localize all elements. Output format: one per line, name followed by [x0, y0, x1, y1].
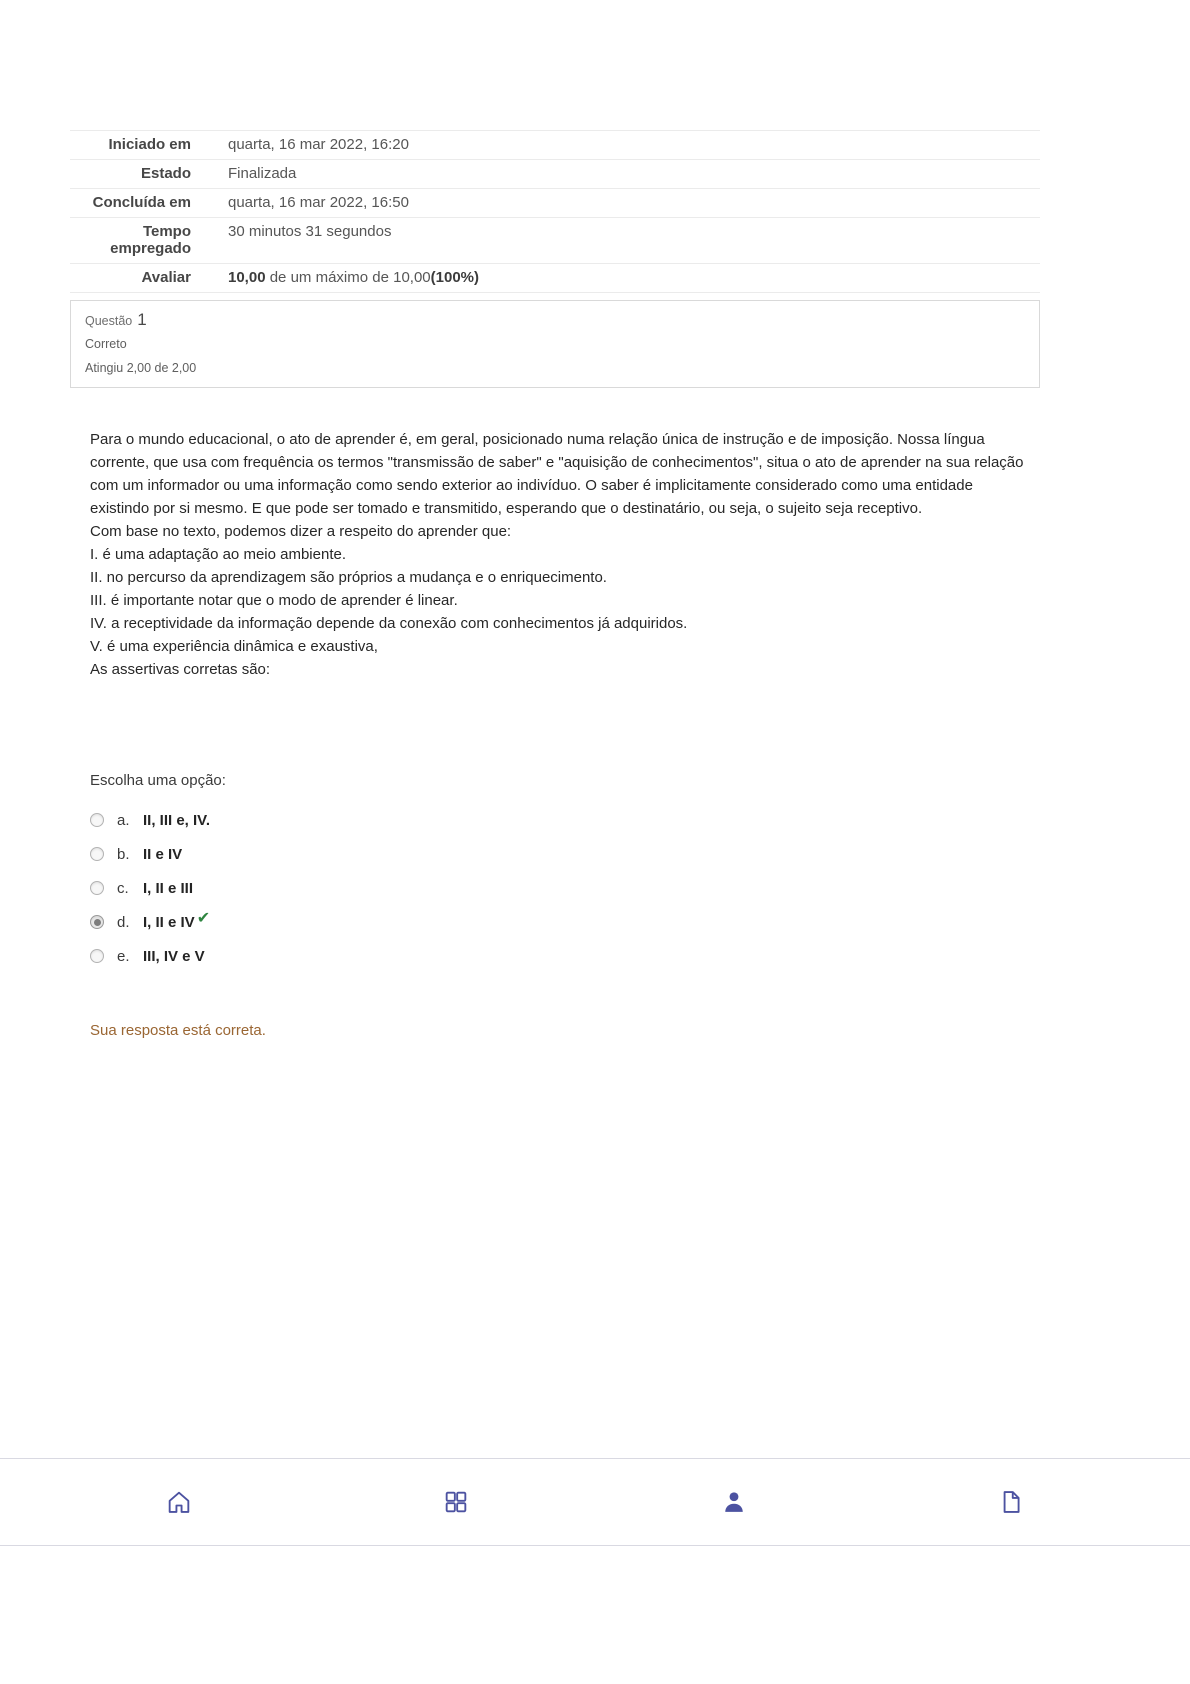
question-number: 1 [137, 310, 147, 329]
correct-check-icon: ✔ [196, 910, 211, 927]
question-prompt: Com base no texto, podemos dizer a respeito do aprender que: [90, 523, 512, 540]
summary-value: 30 minutos 31 segundos [213, 218, 1040, 264]
footer-document-button[interactable] [989, 1480, 1033, 1524]
option-letter: a. [117, 811, 130, 829]
radio-button[interactable] [90, 881, 104, 895]
summary-label: Avaliar [70, 264, 213, 293]
answer-option-b[interactable] [90, 837, 690, 871]
summary-value [213, 264, 1040, 293]
summary-row [70, 160, 1040, 189]
question-body [90, 428, 1025, 681]
summary-value: Finalizada [213, 160, 1040, 189]
answer-option-e[interactable] [90, 939, 690, 973]
statement-item: I. é uma adaptação ao meio ambiente. [90, 546, 346, 563]
summary-row [70, 264, 1040, 293]
option-letter: e. [117, 947, 130, 965]
summary-row [70, 131, 1040, 160]
grade-value: 10,00 [228, 269, 266, 286]
option-text: I, II e IV [143, 913, 195, 931]
grid-icon [442, 1488, 470, 1516]
option-text: II e IV [143, 845, 183, 863]
answer-option-d[interactable] [90, 905, 690, 939]
answer-option-a[interactable] [90, 803, 690, 837]
summary-label: Iniciado em [70, 131, 213, 160]
grade-percent: (100%) [430, 269, 479, 286]
radio-button-selected[interactable] [90, 915, 104, 929]
answer-option-c[interactable] [90, 871, 690, 905]
summary-value: quarta, 16 mar 2022, 16:50 [213, 189, 1040, 218]
statement-item: II. no percurso da aprendizagem são próprios a mudança e o enriquecimento. [90, 569, 607, 586]
question-heading [85, 310, 1025, 330]
question-intro: Para o mundo educacional, o ato de aprender é, em geral, posicionado numa relação única de instrução e de imposição. Nossa língua corrente, que usa com frequência os termos "transmissão de saber" e "aquisição de conhecimentos", situa o ato de aprender na sua relação com um informador ou uma informação como sendo exterior ao indivíduo. O saber é implicitamente considerado como uma entidade existindo por si mesmo. E que pode ser tomado e transmitido, esperando que o destinatário, ou seja, o sujeito seja receptivo. [90, 431, 1024, 517]
footer-nav [0, 1458, 1190, 1546]
summary-table [70, 130, 1040, 293]
document-icon [997, 1488, 1025, 1516]
statement-item: V. é uma experiência dinâmica e exaustiva, [90, 638, 378, 655]
option-letter: d. [117, 913, 130, 931]
option-letter: b. [117, 845, 130, 863]
home-icon [165, 1488, 193, 1516]
choice-prompt: Escolha uma opção: [90, 772, 226, 789]
summary-label: Tempo empregado [70, 218, 213, 264]
summary-label: Concluída em [70, 189, 213, 218]
summary-value: quarta, 16 mar 2022, 16:20 [213, 131, 1040, 160]
profile-icon [720, 1488, 748, 1516]
option-text: II, III e, IV. [143, 811, 210, 829]
statement-closing: As assertivas corretas são: [90, 661, 271, 678]
question-info-box [70, 300, 1040, 388]
statement-item: IV. a receptividade da informação depende da conexão com conhecimentos já adquiridos. [90, 615, 688, 632]
summary-label: Estado [70, 160, 213, 189]
answer-block [90, 772, 690, 973]
option-text: I, II e III [143, 879, 194, 897]
summary-row [70, 218, 1040, 264]
feedback-text: Sua resposta está correta. [90, 1022, 266, 1039]
footer-home-button[interactable] [157, 1480, 201, 1524]
question-grade: Atingiu 2,00 de 2,00 [85, 361, 197, 375]
radio-button[interactable] [90, 813, 104, 827]
question-status: Correto [85, 337, 127, 351]
footer-profile-button[interactable] [712, 1480, 756, 1524]
question-label: Questão [85, 314, 133, 328]
grade-rest: de um máximo de 10,00 [265, 269, 431, 286]
radio-button[interactable] [90, 847, 104, 861]
summary-row [70, 189, 1040, 218]
statement-item: III. é importante notar que o modo de aprender é linear. [90, 592, 458, 609]
footer-grid-button[interactable] [434, 1480, 478, 1524]
option-text: III, IV e V [143, 947, 205, 965]
option-letter: c. [117, 879, 129, 897]
radio-button[interactable] [90, 949, 104, 963]
